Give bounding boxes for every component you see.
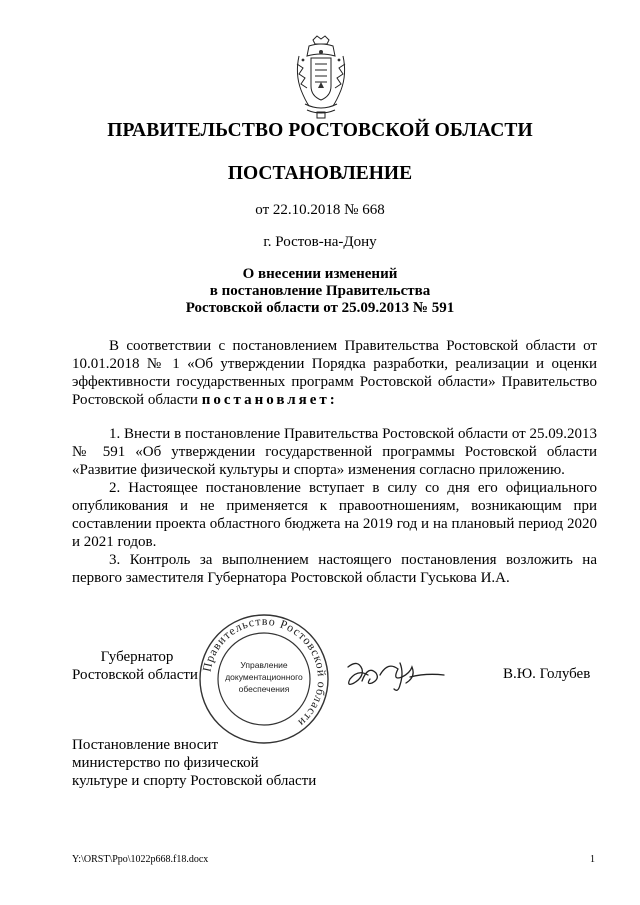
date-and-number: от 22.10.2018 № 668 (255, 202, 385, 218)
signatory-title-line: Губернатор (100, 649, 174, 665)
preamble-paragraph (72, 337, 597, 409)
organization-title: ПРАВИТЕЛЬСТВО РОСТОВСКОЙ ОБЛАСТИ (107, 120, 533, 141)
subject-line: Ростовской области от 25.09.2013 № 591 (185, 300, 455, 316)
signatory-title (72, 648, 202, 684)
coat-of-arms-icon (291, 34, 351, 120)
item-paragraph: 1. Внести в постановление Правительства Ростовской области от 25.09.2013 № 591 «Об утверждении государственной программы Ростовской области «Развитие физической культуры и спорта» изменения согласно приложению. (72, 426, 597, 478)
stamp-inner-line: обеспечения (238, 684, 290, 694)
submitted-by-note (72, 736, 316, 790)
preamble-text: В соответствии с постановлением Правительства Ростовской области от 10.01.2018 № 1 «Об утверждении Порядка разработки, реализации и оценки эффективности государственных программ Ростовской области» Правительство Ростовской области (72, 338, 597, 408)
signatory-title-line: Ростовской области (72, 667, 198, 683)
resolution-keyword: постановляет: (201, 392, 338, 408)
stamp-outer-text: Правительство Ростовской области (199, 613, 330, 731)
document-type: ПОСТАНОВЛЕНИЕ (227, 163, 413, 184)
note-line: министерство по физической (72, 755, 259, 771)
city: г. Ростов-на-Дону (263, 234, 377, 250)
stamp-inner-line: документационного (225, 672, 303, 682)
document-body (72, 337, 597, 587)
subject-line: в постановление Правительства (209, 283, 431, 299)
page-number: 1 (590, 854, 595, 865)
note-line: Постановление вносит (72, 737, 219, 753)
item-paragraph: 2. Настоящее постановление вступает в силу со дня его официального опубликования и не применяется к правоотношениям, возникающим при составлении проекта областного бюджета на 2019 год и на плановый период 2020 и 2021 годов. (72, 480, 597, 550)
document-subject (0, 266, 640, 317)
official-stamp (197, 612, 331, 746)
handwritten-signature (340, 655, 450, 695)
signatory-name: В.Ю. Голубев (503, 666, 591, 682)
footer-file-path: Y:\ORST\Ppo\1022p668.f18.docx (72, 854, 209, 865)
stamp-inner-line: Управление (240, 660, 288, 670)
note-line: культуре и спорту Ростовской области (72, 773, 317, 789)
subject-line: О внесении изменений (242, 266, 398, 282)
item-paragraph: 3. Контроль за выполнением настоящего постановления возложить на первого заместителя Губернатора Ростовской области Гуськова И.А. (72, 552, 597, 586)
